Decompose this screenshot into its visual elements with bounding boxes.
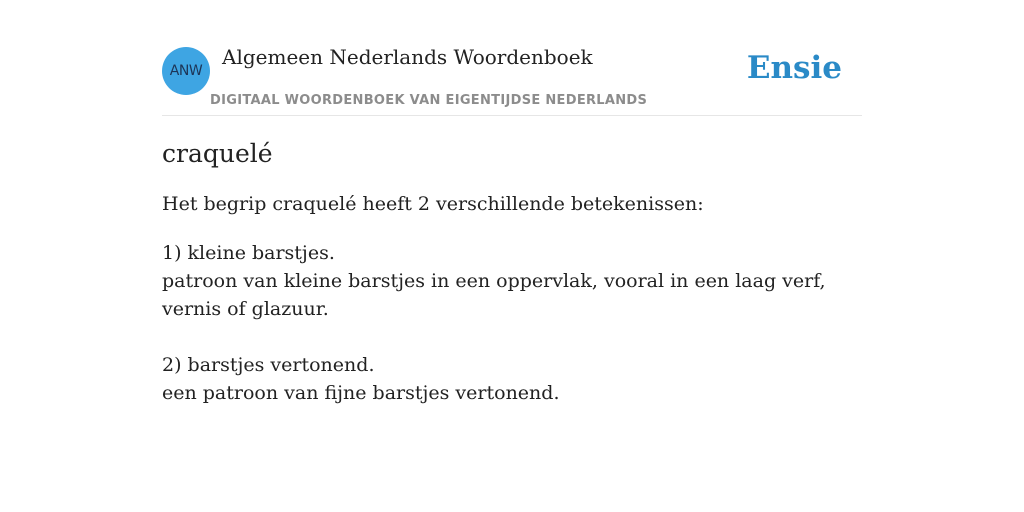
page-content xyxy=(162,0,862,512)
site-subtitle: DIGITAAL WOORDENBOEK VAN EIGENTIJDSE NEDERLANDS xyxy=(210,93,648,108)
entry-intro: Het begrip craquelé heeft 2 verschillende betekenissen: xyxy=(162,193,704,215)
site-title[interactable]: Algemeen Nederlands Woordenboek xyxy=(222,45,593,69)
ensie-logo-link[interactable]: Ensie xyxy=(746,50,842,86)
meaning-title: 1) kleine barstjes. xyxy=(162,242,335,264)
meaning-item xyxy=(162,239,862,323)
meaning-item xyxy=(162,351,862,407)
anw-logo-text: ANW xyxy=(169,63,203,79)
site-header xyxy=(162,0,862,116)
entry-headword: craquelé xyxy=(162,139,273,168)
meanings-list xyxy=(162,239,862,435)
meaning-definition: patroon van kleine barstjes in een oppervlak, vooral in een laag verf, vernis of glazuur. xyxy=(162,270,826,320)
meaning-definition: een patroon van fijne barstjes vertonend. xyxy=(162,382,560,404)
meaning-title: 2) barstjes vertonend. xyxy=(162,354,375,376)
anw-logo[interactable] xyxy=(162,47,210,95)
